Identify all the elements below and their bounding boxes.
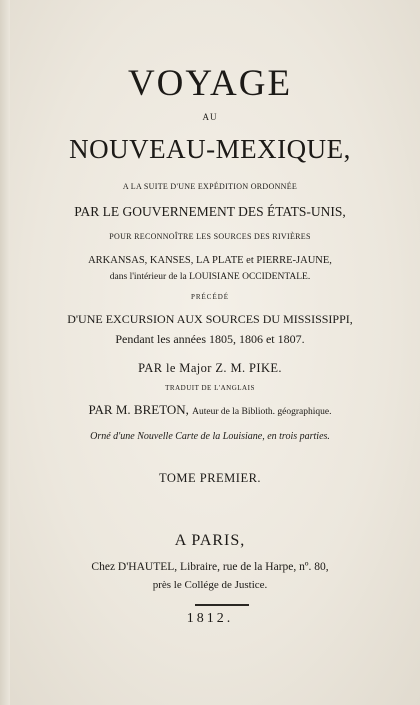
volume: TOME PREMIER. (158, 471, 262, 485)
title: VOYAGE (127, 63, 293, 104)
imprint-address: près le Collége de Justice. (152, 579, 268, 591)
subtitle: NOUVEAU-MEXIQUE, (69, 134, 351, 164)
line-pike: PAR le Major Z. M. PIKE. (138, 361, 282, 375)
line-gouvernement: PAR LE GOUVERNEMENT DES ÉTATS-UNIS, (74, 204, 346, 219)
title-au: AU (202, 112, 218, 122)
imprint-publisher: Chez D'HAUTEL, Libraire, rue de la Harpe, nº. 80, (91, 561, 329, 573)
line-louisiane: dans l'intérieur de la LOUISIANE OCCIDENTALE. (109, 272, 311, 282)
line-precede: PRÉCÉDÉ (190, 293, 230, 301)
line-map-note: Orné d'une Nouvelle Carte de la Louisiane, en trois parties. (90, 431, 330, 442)
line-rivers: ARKANSAS, KANSES, LA PLATE et PIERRE-JAUNE, (88, 255, 332, 266)
page-gutter (0, 0, 10, 705)
line-breton (0, 402, 420, 418)
translator-by: PAR M. BRETON, (88, 402, 189, 417)
imprint-place: A PARIS, (174, 532, 246, 549)
line-reconnoitre: POUR RECONNOÎTRE LES SOURCES DES RIVIÈRES (109, 232, 311, 241)
imprint-rule (195, 604, 249, 606)
imprint-year: 1812. (186, 611, 234, 626)
line-excursion: D'UNE EXCURSION AUX SOURCES DU MISSISSIPPI, (67, 312, 353, 326)
translator-note: Auteur de la Biblioth. géographique. (192, 407, 332, 417)
line-annees: Pendant les années 1805, 1806 et 1807. (115, 332, 305, 346)
line-expedition: A LA SUITE D'UNE EXPÉDITION ORDONNÉE (122, 182, 298, 191)
line-traduit: TRADUIT DE L'ANGLAIS (165, 384, 255, 392)
